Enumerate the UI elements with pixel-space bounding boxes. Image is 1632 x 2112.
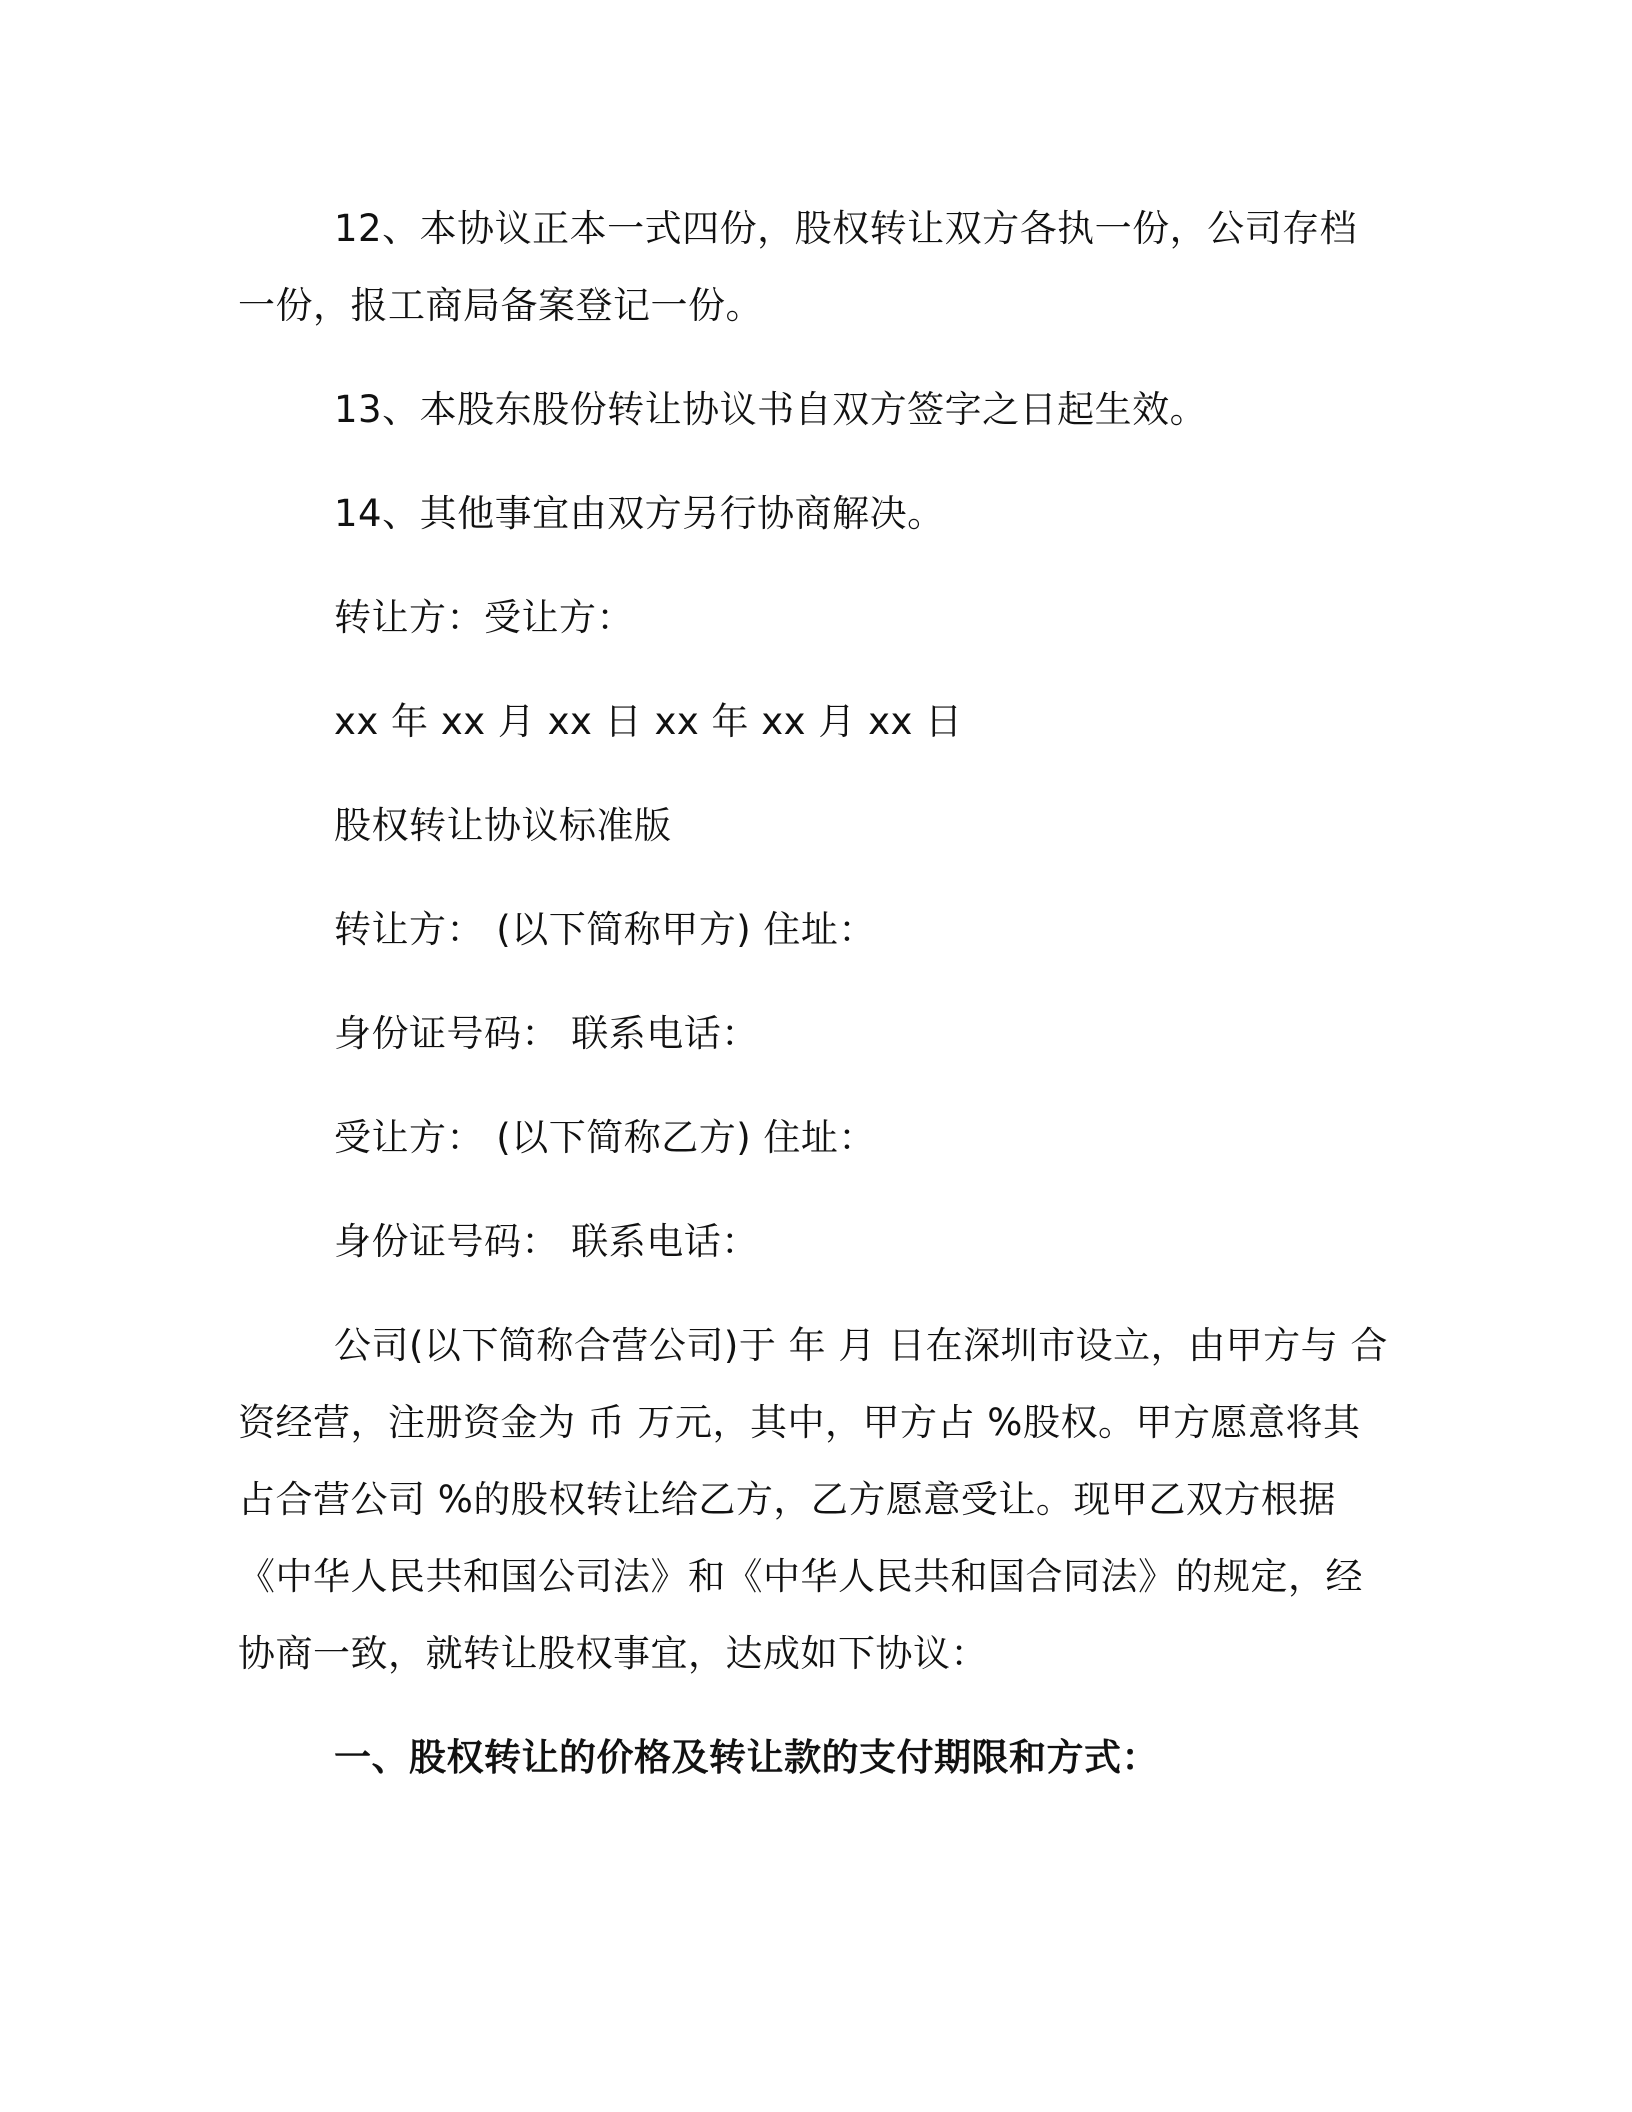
signature-dates: xx 年 xx 月 xx 日 xx 年 xx 月 xx 日: [334, 700, 963, 743]
document-body: [238, 190, 1388, 1823]
preamble-paragraph: 公司(以下简称合营公司)于 年 月 日在深圳市设立，由甲方与 合资经营，注册资金为 币 万元，其中，甲方占 %股权。甲方愿意将其占合营公司 %的股权转让给乙方，乙方愿意受让。现甲乙双方根据《中华人民共和国公司法》和《中华人民共和国合同法》的规定，经协商一致，就转让股权事宜，达成如下协议：: [238, 1324, 1388, 1675]
transferee-id-line: 身份证号码： 联系电话：: [334, 1220, 759, 1263]
clause-13: 13、本股东股份转让协议书自双方签字之日起生效。: [334, 388, 1208, 431]
clause-12: 12、本协议正本一式四份，股权转让双方各执一份，公司存档一份，报工商局备案登记一份。: [238, 207, 1358, 327]
signature-parties: 转让方：受让方：: [334, 596, 634, 639]
document-title: 股权转让协议标准版: [334, 804, 672, 847]
section-heading-1: 一、股权转让的价格及转让款的支付期限和方式：: [334, 1736, 1159, 1779]
transferee-line: 受让方： (以下简称乙方) 住址：: [334, 1116, 876, 1159]
transferor-line: 转让方： (以下简称甲方) 住址：: [334, 908, 876, 951]
clause-14: 14、其他事宜由双方另行协商解决。: [334, 492, 945, 535]
transferor-id-line: 身份证号码： 联系电话：: [334, 1012, 759, 1055]
